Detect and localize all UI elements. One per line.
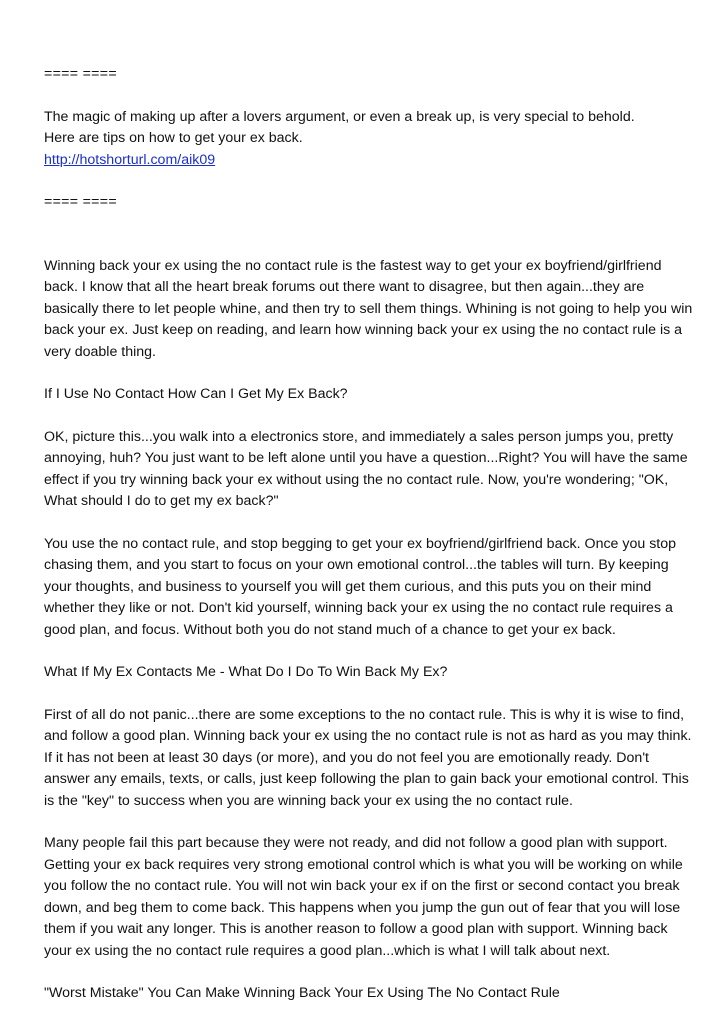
heading-no-contact: If I Use No Contact How Can I Get My Ex Back? bbox=[44, 386, 348, 402]
paragraph-3: You use the no contact rule, and stop begging to get your ex boyfriend/girlfriend back. Once you stop chasing them, and you start to focus on your own emotional control...the tables will turn. By keeping your thoughts, and business to yourself you will get them curious, and this puts you on their mind whether they like or not. Don't kid yourself, winning back your ex using the no contact rule requires a good plan, and focus. Without both you do not stand much of a chance to get your ex back. bbox=[44, 535, 677, 638]
paragraph-4: First of all do not panic...there are some exceptions to the no contact rule. This is why it is wise to find, and follow a good plan. Winning back your ex using the no contact rule is not as hard as you may think. If it has not been at least 30 days (or more), and you do not feel you are emotionally ready. Don't answer any emails, texts, or calls, just keep following the plan to gain back your emotional control. This is the "key" to success when you are winning back your ex using the no contact rule. bbox=[44, 706, 692, 809]
separator-bottom: ==== ==== bbox=[44, 194, 117, 210]
document-page bbox=[44, 64, 694, 1005]
intro-line-2: Here are tips on how to get your ex back. bbox=[44, 130, 303, 146]
heading-ex-contacts: What If My Ex Contacts Me - What Do I Do To Win Back My Ex? bbox=[44, 664, 448, 680]
separator-top: ==== ==== bbox=[44, 66, 117, 82]
heading-worst-mistake: "Worst Mistake" You Can Make Winning Back Your Ex Using The No Contact Rule bbox=[44, 985, 560, 1001]
paragraph-5: Many people fail this part because they were not ready, and did not follow a good plan with support. Getting your ex back requires very strong emotional control which is what you will be working on while you follow the no contact rule. You will not win back your ex if on the first or second contact you break down, and beg them to come back. This happens when you jump the gun out of fear that you will lose them if you wait any longer. This is another reason to follow a good plan with support. Winning back your ex using the no contact rule requires a good plan...which is what I will talk about next. bbox=[44, 835, 683, 959]
intro-line-1: The magic of making up after a lovers argument, or even a break up, is very special to behold. bbox=[44, 108, 635, 125]
paragraph-1: Winning back your ex using the no contact rule is the fastest way to get your ex boyfriend/girlfriend back. I know that all the heart break forums out there want to disagree, but then again...they are basically there to let people whine, and then try to sell them things. Whining is not going to help you win back your ex. Just keep on reading, and learn how winning back your ex using the no contact rule is a very doable thing. bbox=[44, 257, 693, 360]
paragraph-2: OK, picture this...you walk into a electronics store, and immediately a sales person jumps you, pretty annoying, huh? You just want to be left alone until you have a question...Right? You will have the same effect if you try winning back your ex without using the no contact rule. Now, you're wondering; "OK, What should I do to get my ex back?" bbox=[44, 428, 688, 509]
promo-link[interactable]: http://hotshorturl.com/aik09 bbox=[44, 151, 216, 168]
